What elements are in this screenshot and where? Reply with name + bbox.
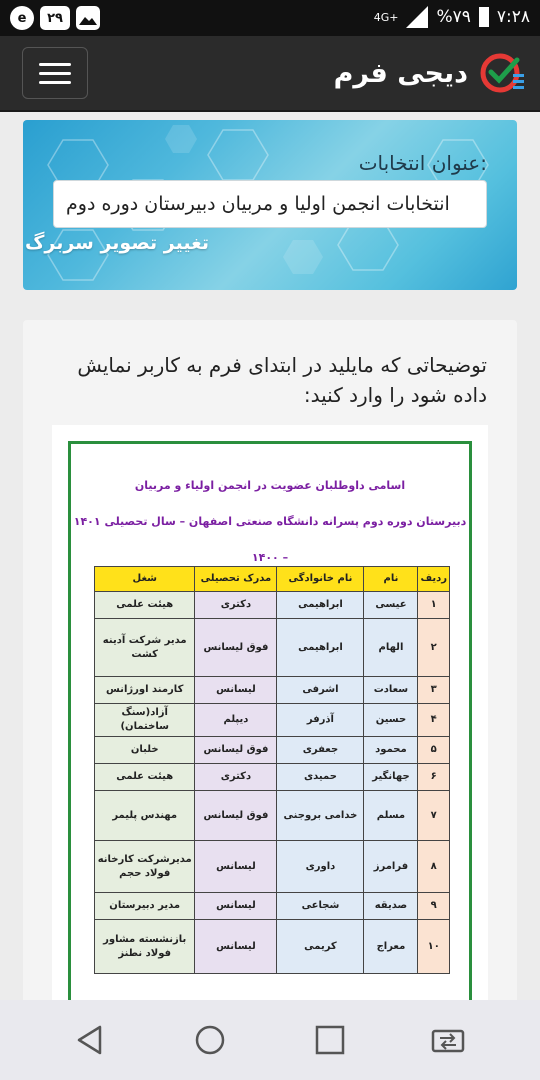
cell-last-name: خدامی بروجنی xyxy=(277,791,364,841)
table-row xyxy=(95,764,450,791)
cell-first-name: سعادت xyxy=(364,677,418,704)
digiform-logo-icon xyxy=(480,50,526,96)
header-banner xyxy=(23,120,517,290)
image-notification-icon xyxy=(76,6,100,30)
col-header-education: مدرک تحصیلی xyxy=(195,567,277,592)
description-label: توضیحاتی که مایلید در ابتدای فرم به کاربر نمایش داده شود را وارد کنید: xyxy=(77,353,487,407)
clock: ۷:۲۸ xyxy=(496,7,530,27)
cell-education: فوق لیسانس xyxy=(195,619,277,677)
cell-education: لیسانس xyxy=(195,893,277,920)
cell-first-name: الهام xyxy=(364,619,418,677)
cell-index: ۲ xyxy=(418,619,450,677)
status-system xyxy=(374,6,530,28)
cell-first-name: صدیقه xyxy=(364,893,418,920)
cell-first-name: معراج xyxy=(364,920,418,974)
cell-first-name: جهانگیر xyxy=(364,764,418,791)
brand-name: دیجی فرم xyxy=(333,57,468,89)
table-row xyxy=(95,677,450,704)
cell-occupation: آزاد(سنگ ساختمان) xyxy=(95,704,195,737)
cell-occupation: مدیرشرکت کارخانه فولاد حجم xyxy=(95,841,195,893)
cell-index: ۴ xyxy=(418,704,450,737)
app-bar xyxy=(0,36,540,112)
cell-first-name: محمود xyxy=(364,737,418,764)
cell-education: لیسانس xyxy=(195,920,277,974)
cell-last-name: آذرفر xyxy=(277,704,364,737)
col-header-occupation: شغل xyxy=(95,567,195,592)
cell-last-name: اشرفی xyxy=(277,677,364,704)
status-notifications xyxy=(10,6,100,30)
cell-first-name: فرامرز xyxy=(364,841,418,893)
app-notification-icon: e xyxy=(10,6,34,30)
cell-education: دکتری xyxy=(195,764,277,791)
election-title-input[interactable]: انتخابات انجمن اولیا و مربیان دبیرستان دوره دوم xyxy=(53,180,487,228)
back-triangle-icon[interactable] xyxy=(72,1022,108,1058)
cell-occupation: مدیر شرکت آدینه کشت xyxy=(95,619,195,677)
table-row xyxy=(95,704,450,737)
recents-square-icon[interactable] xyxy=(312,1022,348,1058)
cell-education: فوق لیسانس xyxy=(195,737,277,764)
cell-index: ۷ xyxy=(418,791,450,841)
switch-app-icon[interactable] xyxy=(430,1022,466,1058)
cell-occupation: هیئت علمی xyxy=(95,764,195,791)
notification-count-badge: ۲۹ xyxy=(40,6,70,30)
system-nav-bar xyxy=(0,1000,540,1080)
cell-last-name: ابراهیمی xyxy=(277,619,364,677)
signal-icon xyxy=(406,6,428,28)
table-row xyxy=(95,841,450,893)
cell-occupation: بازنشسته مشاور فولاد نطنز xyxy=(95,920,195,974)
table-row xyxy=(95,619,450,677)
cell-last-name: حمیدی xyxy=(277,764,364,791)
cell-index: ۱ xyxy=(418,592,450,619)
document-heading-line-1: اسامی داوطلبان عضویت در انجمن اولیاء و مربیان xyxy=(134,479,406,492)
cell-first-name: مسلم xyxy=(364,791,418,841)
document-heading-line-2: دبیرستان دوره دوم پسرانه دانشگاه صنعتی اصفهان – سال تحصیلی ۱۴۰۱ – ۱۴۰۰ xyxy=(73,515,467,564)
status-bar xyxy=(0,0,540,36)
cell-occupation: مدیر دبیرستان xyxy=(95,893,195,920)
battery-icon xyxy=(479,7,489,27)
network-type: 4G+ xyxy=(373,10,399,24)
description-editor[interactable] xyxy=(52,425,488,1025)
cell-last-name: جعفری xyxy=(277,737,364,764)
cell-index: ۹ xyxy=(418,893,450,920)
col-header-last-name: نام خانوادگی xyxy=(277,567,364,592)
cell-education: دیپلم xyxy=(195,704,277,737)
home-circle-icon[interactable] xyxy=(192,1022,228,1058)
table-row xyxy=(95,893,450,920)
document-frame xyxy=(68,441,472,1021)
cell-last-name: داوری xyxy=(277,841,364,893)
cell-first-name: حسین xyxy=(364,704,418,737)
table-header-row xyxy=(95,567,450,592)
candidates-table xyxy=(94,566,450,974)
cell-last-name: شجاعی xyxy=(277,893,364,920)
cell-occupation: کارمند اورژانس xyxy=(95,677,195,704)
cell-occupation: مهندس پلیمر xyxy=(95,791,195,841)
cell-last-name: کریمی xyxy=(277,920,364,974)
change-header-image-link[interactable]: تغییر تصویر سربرگ xyxy=(24,232,209,254)
cell-education: لیسانس xyxy=(195,677,277,704)
election-title-label: عنوان انتخابات: xyxy=(358,151,487,175)
table-row xyxy=(95,737,450,764)
cell-occupation: خلبان xyxy=(95,737,195,764)
cell-first-name: عیسی xyxy=(364,592,418,619)
brand-logo[interactable] xyxy=(334,50,526,96)
battery-percent: %۷۹ xyxy=(436,7,471,27)
cell-education: فوق لیسانس xyxy=(195,791,277,841)
cell-index: ۵ xyxy=(418,737,450,764)
cell-index: ۱۰ xyxy=(418,920,450,974)
menu-button[interactable] xyxy=(22,47,88,99)
table-row xyxy=(95,592,450,619)
table-row xyxy=(95,791,450,841)
col-header-index: ردیف xyxy=(418,567,450,592)
table-row xyxy=(95,920,450,974)
cell-index: ۳ xyxy=(418,677,450,704)
cell-education: لیسانس xyxy=(195,841,277,893)
cell-last-name: ابراهیمی xyxy=(277,592,364,619)
col-header-first-name: نام xyxy=(364,567,418,592)
cell-occupation: هیئت علمی xyxy=(95,592,195,619)
description-card xyxy=(23,320,517,1020)
cell-education: دکتری xyxy=(195,592,277,619)
cell-index: ۸ xyxy=(418,841,450,893)
cell-index: ۶ xyxy=(418,764,450,791)
